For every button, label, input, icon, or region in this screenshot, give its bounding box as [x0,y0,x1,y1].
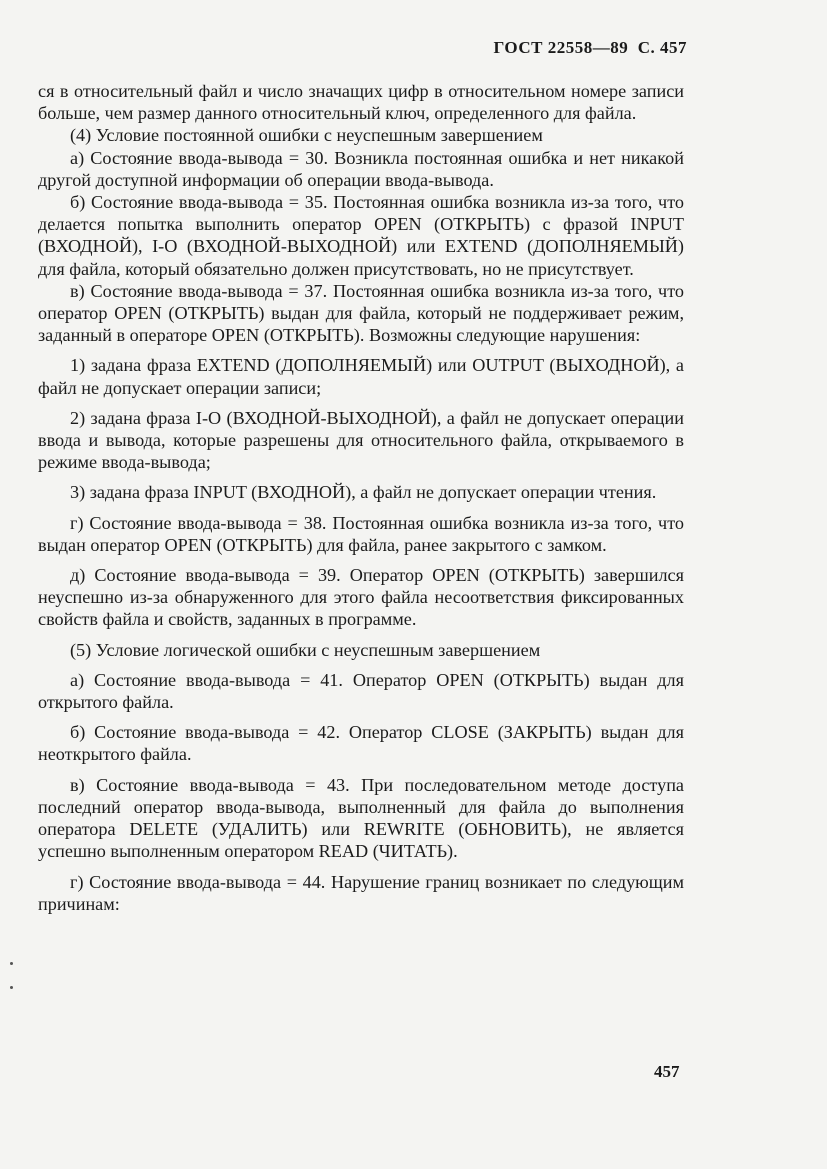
list-item-3: 3) задана фраза INPUT (ВХОДНОЙ), а файл не допускает операции чтения. [70,482,657,503]
paragraph-status-38: г) Состояние ввода-вывода = 38. Постоянная ошибка возникла из-за того, что выдан оператор OPEN (ОТКРЫТЬ) для файла, ранее закрытого с замком. [38,512,684,555]
margin-dot [10,962,13,965]
paragraph-status-44: г) Состояние ввода-вывода = 44. Нарушение границ возникает по следующим причинам: [38,871,684,914]
paragraph-status-30: а) Состояние ввода-вывода = 30. Возникла постоянная ошибка и нет никакой другой доступной информации об операции ввода-вывода. [38,147,684,190]
running-header [494,38,687,58]
section-heading-4: (4) Условие постоянной ошибки с неуспешным завершением [70,125,543,146]
list-item-2: 2) задана фраза I-O (ВХОДНОЙ-ВЫХОДНОЙ), а файл не допускает операции ввода и вывода, которые разрешены для относительного файла, открываемого в режиме ввода-вывода; [38,407,684,473]
paragraph-status-37: в) Состояние ввода-вывода = 37. Постоянная ошибка возникла из-за того, что оператор OPEN (ОТКРЫТЬ) выдан для файла, который не поддерживает режим, заданный в операторе OPEN (ОТКРЫТЬ). Возможны следующие нарушения: [38,280,684,346]
page-body [38,80,684,915]
standard-code: ГОСТ 22558—89 [493,38,629,57]
list-item-1: 1) задана фраза EXTEND (ДОПОЛНЯЕМЫЙ) или OUTPUT (ВЫХОДНОЙ), а файл не допускает операции записи; [38,355,684,398]
paragraph-continuation: ся в относительный файл и число значащих цифр в относительном номере записи больше, чем размер данного относительный ключ, определенного для файла. [38,81,684,124]
paragraph-status-35: б) Состояние ввода-вывода = 35. Постоянная ошибка возникла из-за того, что делается попытка выполнить оператор OPEN (ОТКРЫТЬ) с фразой INPUT (ВХОДНОЙ), I-O (ВХОДНОЙ-ВЫХОДНОЙ) или EXTEND (ДОПОЛНЯЕМЫЙ) для файла, который обязательно должен присутствовать, но не присутствует. [38,192,684,279]
paragraph-status-39: д) Состояние ввода-вывода = 39. Оператор OPEN (ОТКРЫТЬ) завершился неуспешно из-за обнаруженного для этого файла несоответствия фиксированных свойств файла и свойств, заданных в программе. [38,565,684,630]
page-number: 457 [654,1062,680,1081]
paragraph-status-41: а) Состояние ввода-вывода = 41. Оператор OPEN (ОТКРЫТЬ) выдан для открытого файла. [38,669,684,713]
paragraph-status-42: б) Состояние ввода-вывода = 42. Оператор CLOSE (ЗАКРЫТЬ) выдан для неоткрытого файла. [38,722,684,765]
section-heading-5: (5) Условие логической ошибки с неуспешным завершением [70,639,541,660]
margin-dot [10,986,13,989]
paragraph-status-43: в) Состояние ввода-вывода = 43. При последовательном методе доступа последний оператор ввода-вывода, выполненный для файла до выполнения оператора DELETE (УДАЛИТЬ) или REWRITE (ОБНОВИТЬ), не является успешно выполненным оператором READ (ЧИТАТЬ). [38,774,684,862]
header-page: С. 457 [637,38,687,57]
